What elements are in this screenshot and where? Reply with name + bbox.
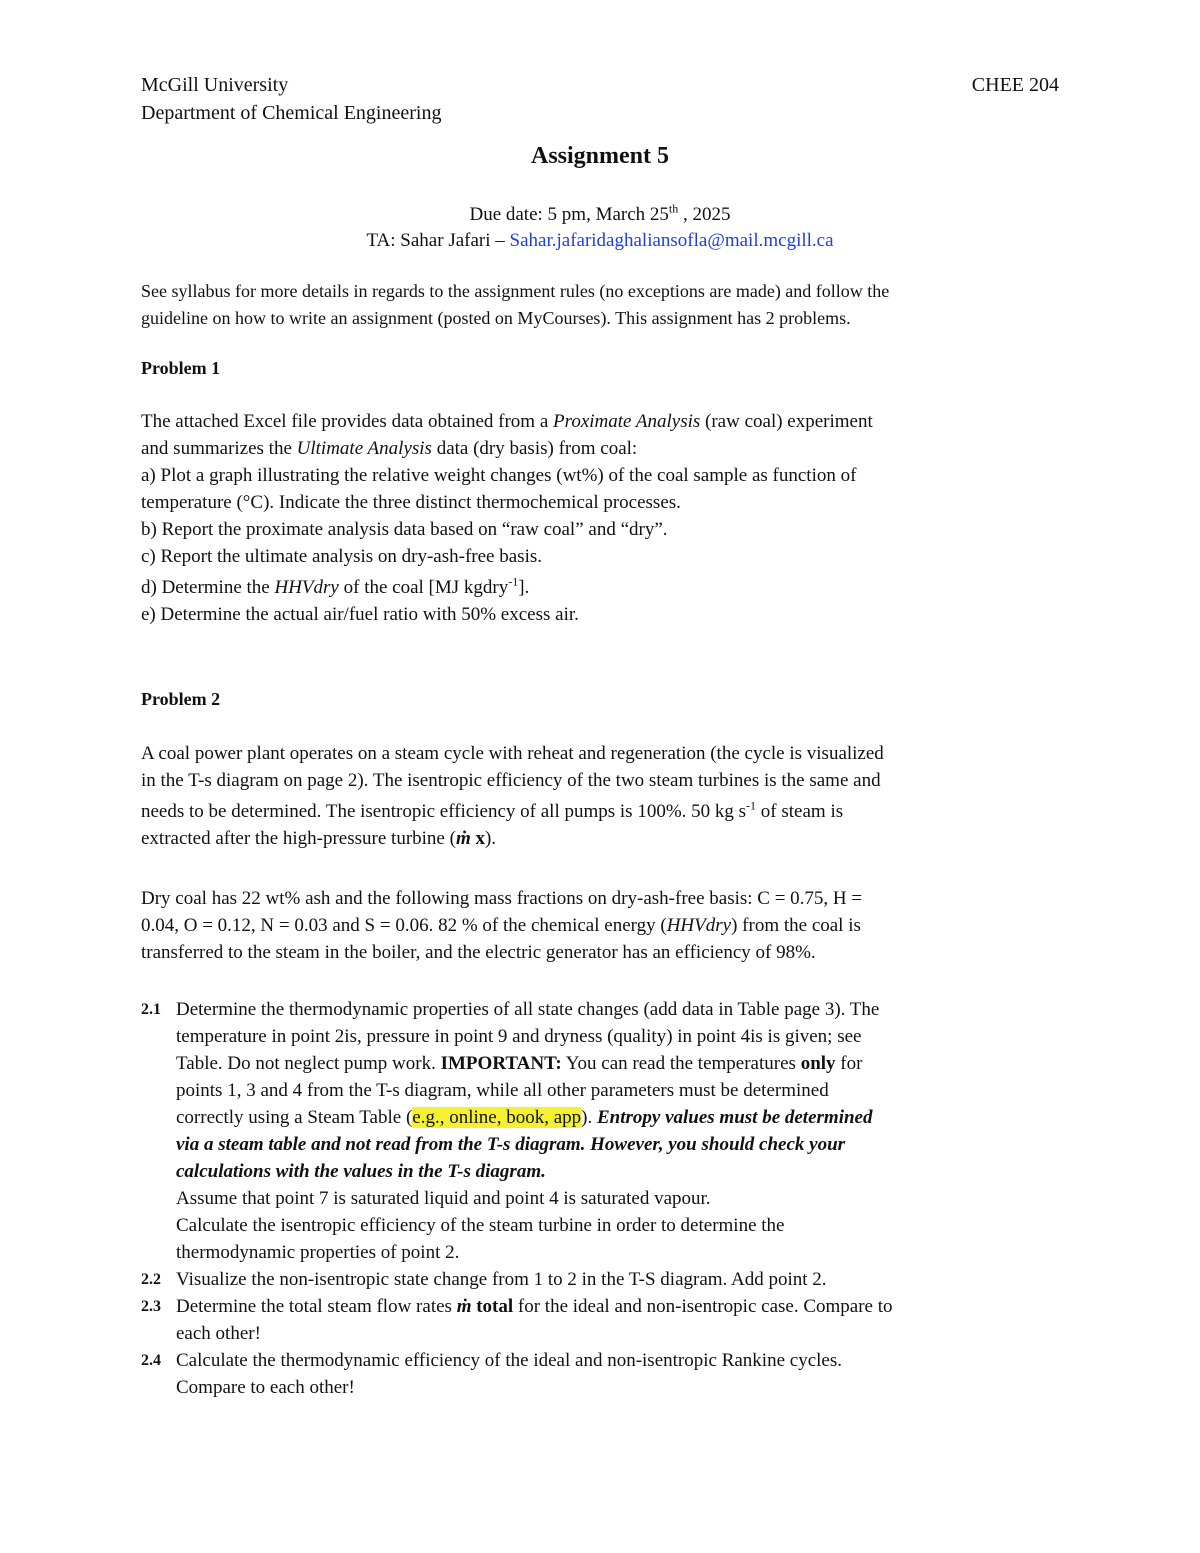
text-run: of steam is — [756, 801, 844, 822]
problem-1-heading: Problem 1 — [141, 358, 221, 378]
university-name: McGill University — [141, 74, 289, 96]
task-line: Calculate the isentropic efficiency of the steam turbine in order to determine the — [176, 1215, 785, 1236]
task-item — [141, 1266, 1081, 1293]
task-number: 2.4 — [141, 1352, 161, 1369]
coal-line: Dry coal has 22 wt% ash and the following mass fractions on dry-ash-free basis: C = 0.75, H = — [141, 888, 863, 909]
bold-term: only — [800, 1053, 836, 1074]
task-line: Calculate the thermodynamic efficiency of the ideal and non-isentropic Rankine cycles. — [176, 1350, 842, 1371]
task-number: 2.2 — [141, 1271, 161, 1288]
page-header — [141, 71, 1059, 127]
task-line: Assume that point 7 is saturated liquid and point 4 is saturated vapour. — [176, 1188, 711, 1209]
task-line — [176, 1293, 1081, 1320]
superscript: -1 — [746, 798, 757, 813]
ta-line — [0, 227, 1200, 254]
intro-paragraph — [141, 278, 1071, 332]
text-run: needs to be determined. The isentropic efficiency of all pumps is 100%. 50 kg s — [141, 801, 747, 822]
problem-1-body — [141, 408, 1071, 628]
task-number: 2.3 — [141, 1298, 161, 1315]
text-run: Determine the total steam flow rates — [176, 1296, 457, 1317]
text-run: correctly using a Steam Table ( — [176, 1107, 413, 1128]
problem-2-line: A coal power plant operates on a steam cycle with reheat and regeneration (the cycle is visualized — [141, 743, 884, 764]
task-line: Compare to each other! — [176, 1377, 355, 1398]
task-list — [141, 996, 1081, 1401]
important-label: IMPORTANT: — [440, 1053, 562, 1074]
intro-line: See syllabus for more details in regards to the assignment rules (no exceptions are made) and follow the — [141, 281, 890, 301]
task-line: each other! — [176, 1323, 261, 1344]
highlighted-text: e.g., online, book, app — [412, 1107, 582, 1128]
text-run: Table. Do not neglect pump work. — [176, 1053, 441, 1074]
due-date-year: , 2025 — [678, 204, 731, 225]
task-number: 2.1 — [141, 1001, 161, 1018]
task-line: points 1, 3 and 4 from the T-s diagram, while all other parameters must be determined — [176, 1080, 829, 1101]
task-line: Determine the thermodynamic properties of all state changes (add data in Table page 3). The — [176, 999, 880, 1020]
text-run: 0.04, O = 0.12, N = 0.03 and S = 0.06. 82 % of the chemical energy ( — [141, 915, 667, 936]
due-date-suffix: th — [668, 201, 679, 216]
problem-2-body — [141, 740, 1071, 852]
mass-flow-symbol: ṁ — [455, 828, 471, 849]
italic-term: HHVdry — [666, 915, 732, 936]
task-item — [141, 1347, 1081, 1401]
task-line — [176, 1104, 1081, 1131]
problem-2-line — [141, 798, 1071, 825]
course-code: CHEE 204 — [971, 74, 1059, 96]
superscript: -1 — [508, 574, 519, 589]
task-item — [141, 1293, 1081, 1347]
text-run: extracted after the high-pressure turbine ( — [141, 828, 456, 849]
problem-1-line — [141, 408, 1071, 435]
text-run: (raw coal) experiment — [700, 411, 873, 432]
question-a-line: temperature (°C). Indicate the three distinct thermochemical processes. — [141, 492, 681, 513]
italic-term: Ultimate Analysis — [296, 438, 432, 459]
text-run: data (dry basis) from coal: — [431, 438, 638, 459]
task-item — [141, 996, 1081, 1266]
task-line-emphasis: via a steam table and not read from the T-s diagram. However, you should check your — [176, 1134, 846, 1155]
mass-flow-symbol: ṁ — [456, 1296, 472, 1317]
problem-2-heading: Problem 2 — [141, 689, 221, 709]
task-line — [176, 1050, 1081, 1077]
due-date — [0, 201, 1200, 228]
problem-1-line — [141, 435, 1071, 462]
question-b: b) Report the proximate analysis data based on “raw coal” and “dry”. — [141, 519, 668, 540]
coal-line — [141, 912, 1071, 939]
question-d — [141, 574, 1071, 601]
emphasis-text: Entropy values must be determined — [592, 1107, 873, 1128]
coal-line: transferred to the steam in the boiler, and the electric generator has an efficiency of 98%. — [141, 942, 816, 963]
text-run: You can read the temperatures — [561, 1053, 801, 1074]
text-run: The attached Excel file provides data obtained from a — [141, 411, 554, 432]
subscript-label: total — [471, 1296, 514, 1317]
task-line: Visualize the non-isentropic state change from 1 to 2 in the T-S diagram. Add point 2. — [176, 1269, 827, 1290]
text-run: d) Determine the — [141, 577, 275, 598]
ta-email-link[interactable]: Sahar.jafaridaghaliansofla@mail.mcgill.ca — [509, 230, 834, 251]
text-run: for — [835, 1053, 863, 1074]
task-line: temperature in point 2is, pressure in point 9 and dryness (quality) in point 4is is given; see — [176, 1026, 862, 1047]
text-run: ]. — [518, 577, 530, 598]
ta-label: TA: Sahar Jafari – — [366, 230, 505, 251]
italic-term: HHVdry — [274, 577, 339, 598]
problem-2-line — [141, 825, 1071, 852]
question-c: c) Report the ultimate analysis on dry-ash-free basis. — [141, 546, 542, 567]
text-run: ). — [581, 1107, 593, 1128]
question-a-line: a) Plot a graph illustrating the relative weight changes (wt%) of the coal sample as function of — [141, 465, 857, 486]
italic-term: Proximate Analysis — [553, 411, 701, 432]
text-run: for the ideal and non-isentropic case. Compare to — [513, 1296, 893, 1317]
department-name: Department of Chemical Engineering — [141, 102, 442, 124]
task-line-emphasis: calculations with the values in the T-s diagram. — [176, 1161, 546, 1182]
subscript-label: x — [470, 828, 485, 849]
intro-line: guideline on how to write an assignment (posted on MyCourses). This assignment has 2 problems. — [141, 308, 851, 328]
question-e: e) Determine the actual air/fuel ratio with 50% excess air. — [141, 604, 579, 625]
task-line: thermodynamic properties of point 2. — [176, 1242, 460, 1263]
due-date-text: Due date: 5 pm, March 25 — [469, 204, 669, 225]
coal-composition-paragraph — [141, 885, 1071, 966]
text-run: and summarizes the — [141, 438, 297, 459]
text-run: ) from the coal is — [731, 915, 861, 936]
assignment-title: Assignment 5 — [530, 143, 669, 169]
text-run: of the coal [MJ kgdry — [338, 577, 509, 598]
problem-2-line: in the T-s diagram on page 2). The isentropic efficiency of the two steam turbines is the same and — [141, 770, 881, 791]
text-run: ). — [484, 828, 497, 849]
